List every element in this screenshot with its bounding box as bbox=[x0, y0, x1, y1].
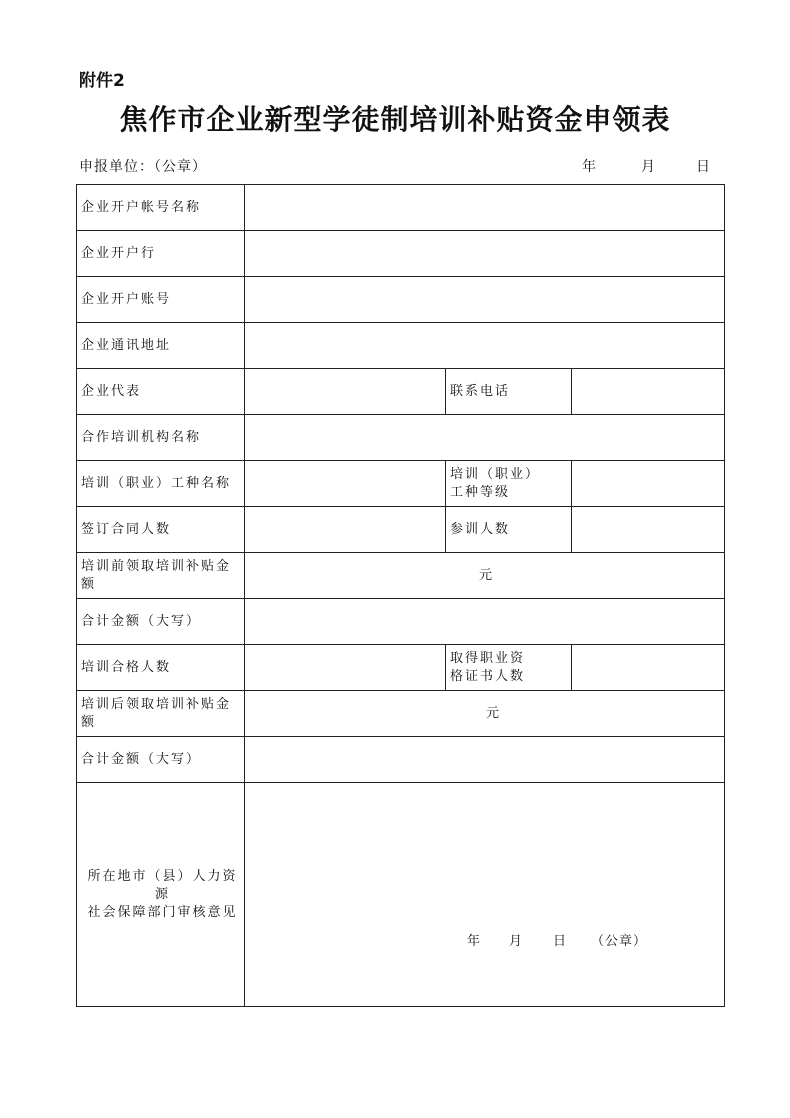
field-institution[interactable] bbox=[245, 415, 725, 461]
field-total-caps[interactable] bbox=[245, 599, 725, 645]
field-bank[interactable] bbox=[245, 231, 725, 277]
field-trade-level[interactable] bbox=[572, 461, 725, 507]
label-institution: 合作培训机构名称 bbox=[77, 415, 245, 461]
label-cert-count-line1: 取得职业资 bbox=[450, 650, 526, 666]
table-row bbox=[77, 185, 725, 231]
label-total-caps: 合计金额（大写） bbox=[77, 737, 245, 783]
table-row bbox=[77, 599, 725, 645]
table-row bbox=[77, 231, 725, 277]
label-bank: 企业开户行 bbox=[77, 231, 245, 277]
header-date bbox=[582, 156, 711, 176]
signature-year: 年 bbox=[467, 934, 482, 949]
label-review-opinion bbox=[77, 783, 245, 1007]
field-phone[interactable] bbox=[572, 369, 725, 415]
page-title: 焦作市企业新型学徒制培训补贴资金申领表 bbox=[119, 103, 671, 136]
label-representative: 企业代表 bbox=[77, 369, 245, 415]
label-post-amount: 培训后领取培训补贴金额 bbox=[77, 691, 245, 737]
label-trade-name: 培训（职业）工种名称 bbox=[77, 461, 245, 507]
table-row bbox=[77, 783, 725, 1007]
label-trade-level-line2: 工种等级 bbox=[450, 484, 511, 500]
field-account-name[interactable] bbox=[245, 185, 725, 231]
field-post-amount[interactable] bbox=[245, 691, 725, 737]
field-trade-name[interactable] bbox=[245, 461, 446, 507]
field-trainee-count[interactable] bbox=[572, 507, 725, 553]
field-total-caps-2[interactable] bbox=[245, 737, 725, 783]
signature-day: 日 bbox=[553, 934, 568, 949]
label-address: 企业通讯地址 bbox=[77, 323, 245, 369]
field-review-opinion[interactable] bbox=[245, 783, 725, 1007]
field-qualified-count[interactable] bbox=[245, 645, 446, 691]
signature-seal: （公章） bbox=[591, 934, 648, 949]
application-form-table bbox=[76, 184, 725, 1007]
table-row bbox=[77, 507, 725, 553]
signature-date-line bbox=[467, 933, 647, 951]
label-trainee-count: 参训人数 bbox=[446, 507, 572, 553]
header-day: 日 bbox=[696, 159, 711, 175]
table-row bbox=[77, 415, 725, 461]
label-account-no: 企业开户账号 bbox=[77, 277, 245, 323]
label-review-opinion-line2: 社会保障部门审核意见 bbox=[87, 904, 238, 920]
label-account-name: 企业开户帐号名称 bbox=[77, 185, 245, 231]
table-row bbox=[77, 277, 725, 323]
label-qualified-count: 培训合格人数 bbox=[77, 645, 245, 691]
attachment-label: 附件2 bbox=[79, 71, 125, 91]
table-row bbox=[77, 691, 725, 737]
field-representative[interactable] bbox=[245, 369, 446, 415]
signature-month: 月 bbox=[509, 934, 524, 949]
field-account-no[interactable] bbox=[245, 277, 725, 323]
header-month: 月 bbox=[641, 159, 656, 175]
label-trade-level-line1: 培训（职业） bbox=[450, 466, 541, 482]
table-row bbox=[77, 369, 725, 415]
field-contract-count[interactable] bbox=[245, 507, 446, 553]
declaring-unit-label: 申报单位：（公章） bbox=[79, 159, 207, 175]
label-cert-count bbox=[446, 645, 572, 691]
table-row bbox=[77, 323, 725, 369]
table-row bbox=[77, 553, 725, 599]
label-contract-count: 签订合同人数 bbox=[77, 507, 245, 553]
label-trade-level bbox=[446, 461, 572, 507]
yuan-unit: 元 bbox=[479, 567, 495, 583]
header-year: 年 bbox=[582, 159, 597, 175]
table-row bbox=[77, 461, 725, 507]
field-address[interactable] bbox=[245, 323, 725, 369]
label-total-caps: 合计金额（大写） bbox=[77, 599, 245, 645]
label-cert-count-line2: 格证书人数 bbox=[450, 668, 526, 684]
label-pre-amount: 培训前领取培训补贴金额 bbox=[77, 553, 245, 599]
table-row bbox=[77, 645, 725, 691]
field-cert-count[interactable] bbox=[572, 645, 725, 691]
label-review-opinion-line1: 所在地市（县）人力资源 bbox=[87, 868, 238, 902]
yuan-unit: 元 bbox=[486, 705, 502, 721]
label-phone: 联系电话 bbox=[446, 369, 572, 415]
field-pre-amount[interactable] bbox=[245, 553, 725, 599]
table-row bbox=[77, 737, 725, 783]
